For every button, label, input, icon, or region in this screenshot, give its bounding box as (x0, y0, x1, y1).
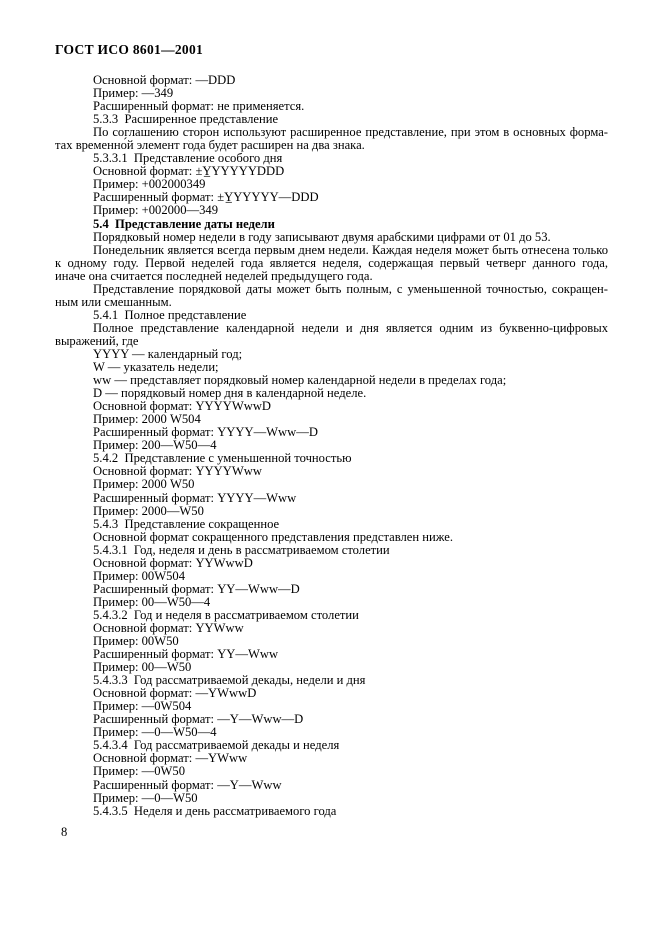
text-line: Расширенный формат: ±Y̲YYYYY—DDD (93, 190, 319, 205)
text-line: Основной формат: YYWwwD (93, 555, 253, 570)
text-line: Пример: +002000349 (93, 177, 206, 192)
text-line: к одному году. Первой неделей года является неделя, содержащая первый четверг данного года, (55, 255, 608, 270)
body-text (55, 74, 608, 818)
text-line: Пример: —0—W50—4 (93, 725, 217, 740)
text-line: Пример: +002000—349 (93, 203, 219, 218)
text-line: Полное представление календарной недели и дня является одним из буквенно-цифровых (93, 320, 608, 335)
text-line: Пример: 200—W50—4 (93, 438, 217, 453)
text-line: Понедельник является всегда первым днем недели. Каждая неделя может быть отнесена только (93, 242, 608, 257)
text-line: Пример: 2000 W504 (93, 412, 201, 427)
text-line: Основной формат: ±Y̲YYYYYDDD (93, 164, 285, 179)
text-line: Основной формат: —DDD (93, 73, 236, 87)
text-line: YYYY — календарный год; (93, 346, 243, 361)
text-line: Основной формат: YYYYWww (93, 464, 262, 479)
text-line: Расширенный формат: —Y—Www (93, 777, 282, 792)
text-line: Расширенный формат: YYYY—Www—D (93, 425, 318, 440)
text-line: Расширенный формат: —Y—Www—D (93, 712, 304, 727)
text-line: Пример: —0—W50 (93, 790, 198, 805)
text-line: По соглашению сторон используют расширенное представление, при этом в основных форма- (93, 125, 608, 140)
text-line: 5.4.3.5 Неделя и день рассматриваемого года (93, 803, 337, 818)
text-line: Представление порядковой даты может быть полным, с уменьшенной точностью, сокращен- (93, 281, 608, 296)
text-line: ным или смешанным. (55, 294, 172, 309)
text-line: 5.3.3.1 Представление особого дня (93, 151, 283, 166)
text-line: 5.4.3.3 Год рассматриваемой декады, недели и дня (93, 673, 366, 688)
text-line: 5.4.3.4 Год рассматриваемой декады и неделя (93, 738, 340, 753)
text-line: выражений, где (55, 333, 139, 348)
text-line: D — порядковый номер дня в календарной неделе. (93, 386, 367, 401)
text-line: Расширенный формат: YY—Www (93, 647, 279, 662)
text-line: Основной формат сокращенного представления представлен ниже. (93, 529, 453, 544)
text-line: 5.4.3.2 Год и неделя в рассматриваемом столетии (93, 607, 359, 622)
text-line: Основной формат: —YWwwD (93, 686, 257, 701)
document-header: ГОСТ ИСО 8601—2001 (55, 42, 204, 57)
text-line: Пример: 00W504 (93, 568, 186, 583)
text-line: 5.4.2 Представление с уменьшенной точностью (93, 451, 352, 466)
text-line: Основной формат: YYWww (93, 620, 244, 635)
text-line: Пример: 00—W50—4 (93, 594, 211, 609)
text-line: 5.4.3.1 Год, неделя и день в рассматриваемом столетии (93, 542, 390, 557)
text-line: Основной формат: —YWww (93, 751, 248, 766)
text-line: Расширенный формат: YY—Www—D (93, 581, 300, 596)
text-line: Пример: 00W50 (93, 634, 179, 649)
text-line: 5.4 Представление даты недели (93, 216, 275, 231)
text-line: Порядковый номер недели в году записывают двумя арабскими цифрами от 01 до 53. (93, 229, 551, 244)
text-line: Пример: —0W504 (93, 699, 192, 714)
text-line: Расширенный формат: YYYY—Www (93, 490, 297, 505)
text-line: W — указатель недели; (93, 360, 219, 375)
text-line: Пример: 2000—W50 (93, 503, 204, 518)
text-line: Основной формат: YYYYWwwD (93, 399, 272, 414)
text-line: Расширенный формат: не применяется. (93, 99, 305, 114)
text-line: иначе она считается последней неделей предыдущего года. (55, 268, 373, 283)
text-line: 5.4.3 Представление сокращенное (93, 516, 280, 531)
text-line: Пример: 00—W50 (93, 660, 192, 675)
text-line: 5.3.3 Расширенное представление (93, 112, 279, 127)
text-line: Пример: 2000 W50 (93, 477, 195, 492)
text-line: тах временно́й элемент года будет расширен на два знака. (55, 138, 365, 153)
text-line: 5.4.1 Полное представление (93, 307, 247, 322)
text-line: Пример: —349 (93, 86, 174, 101)
page-number: 8 (61, 825, 68, 839)
text-line: Пример: —0W50 (93, 764, 186, 779)
text-line: ww — представляет порядковый номер календарной недели в пределах года; (93, 373, 507, 388)
